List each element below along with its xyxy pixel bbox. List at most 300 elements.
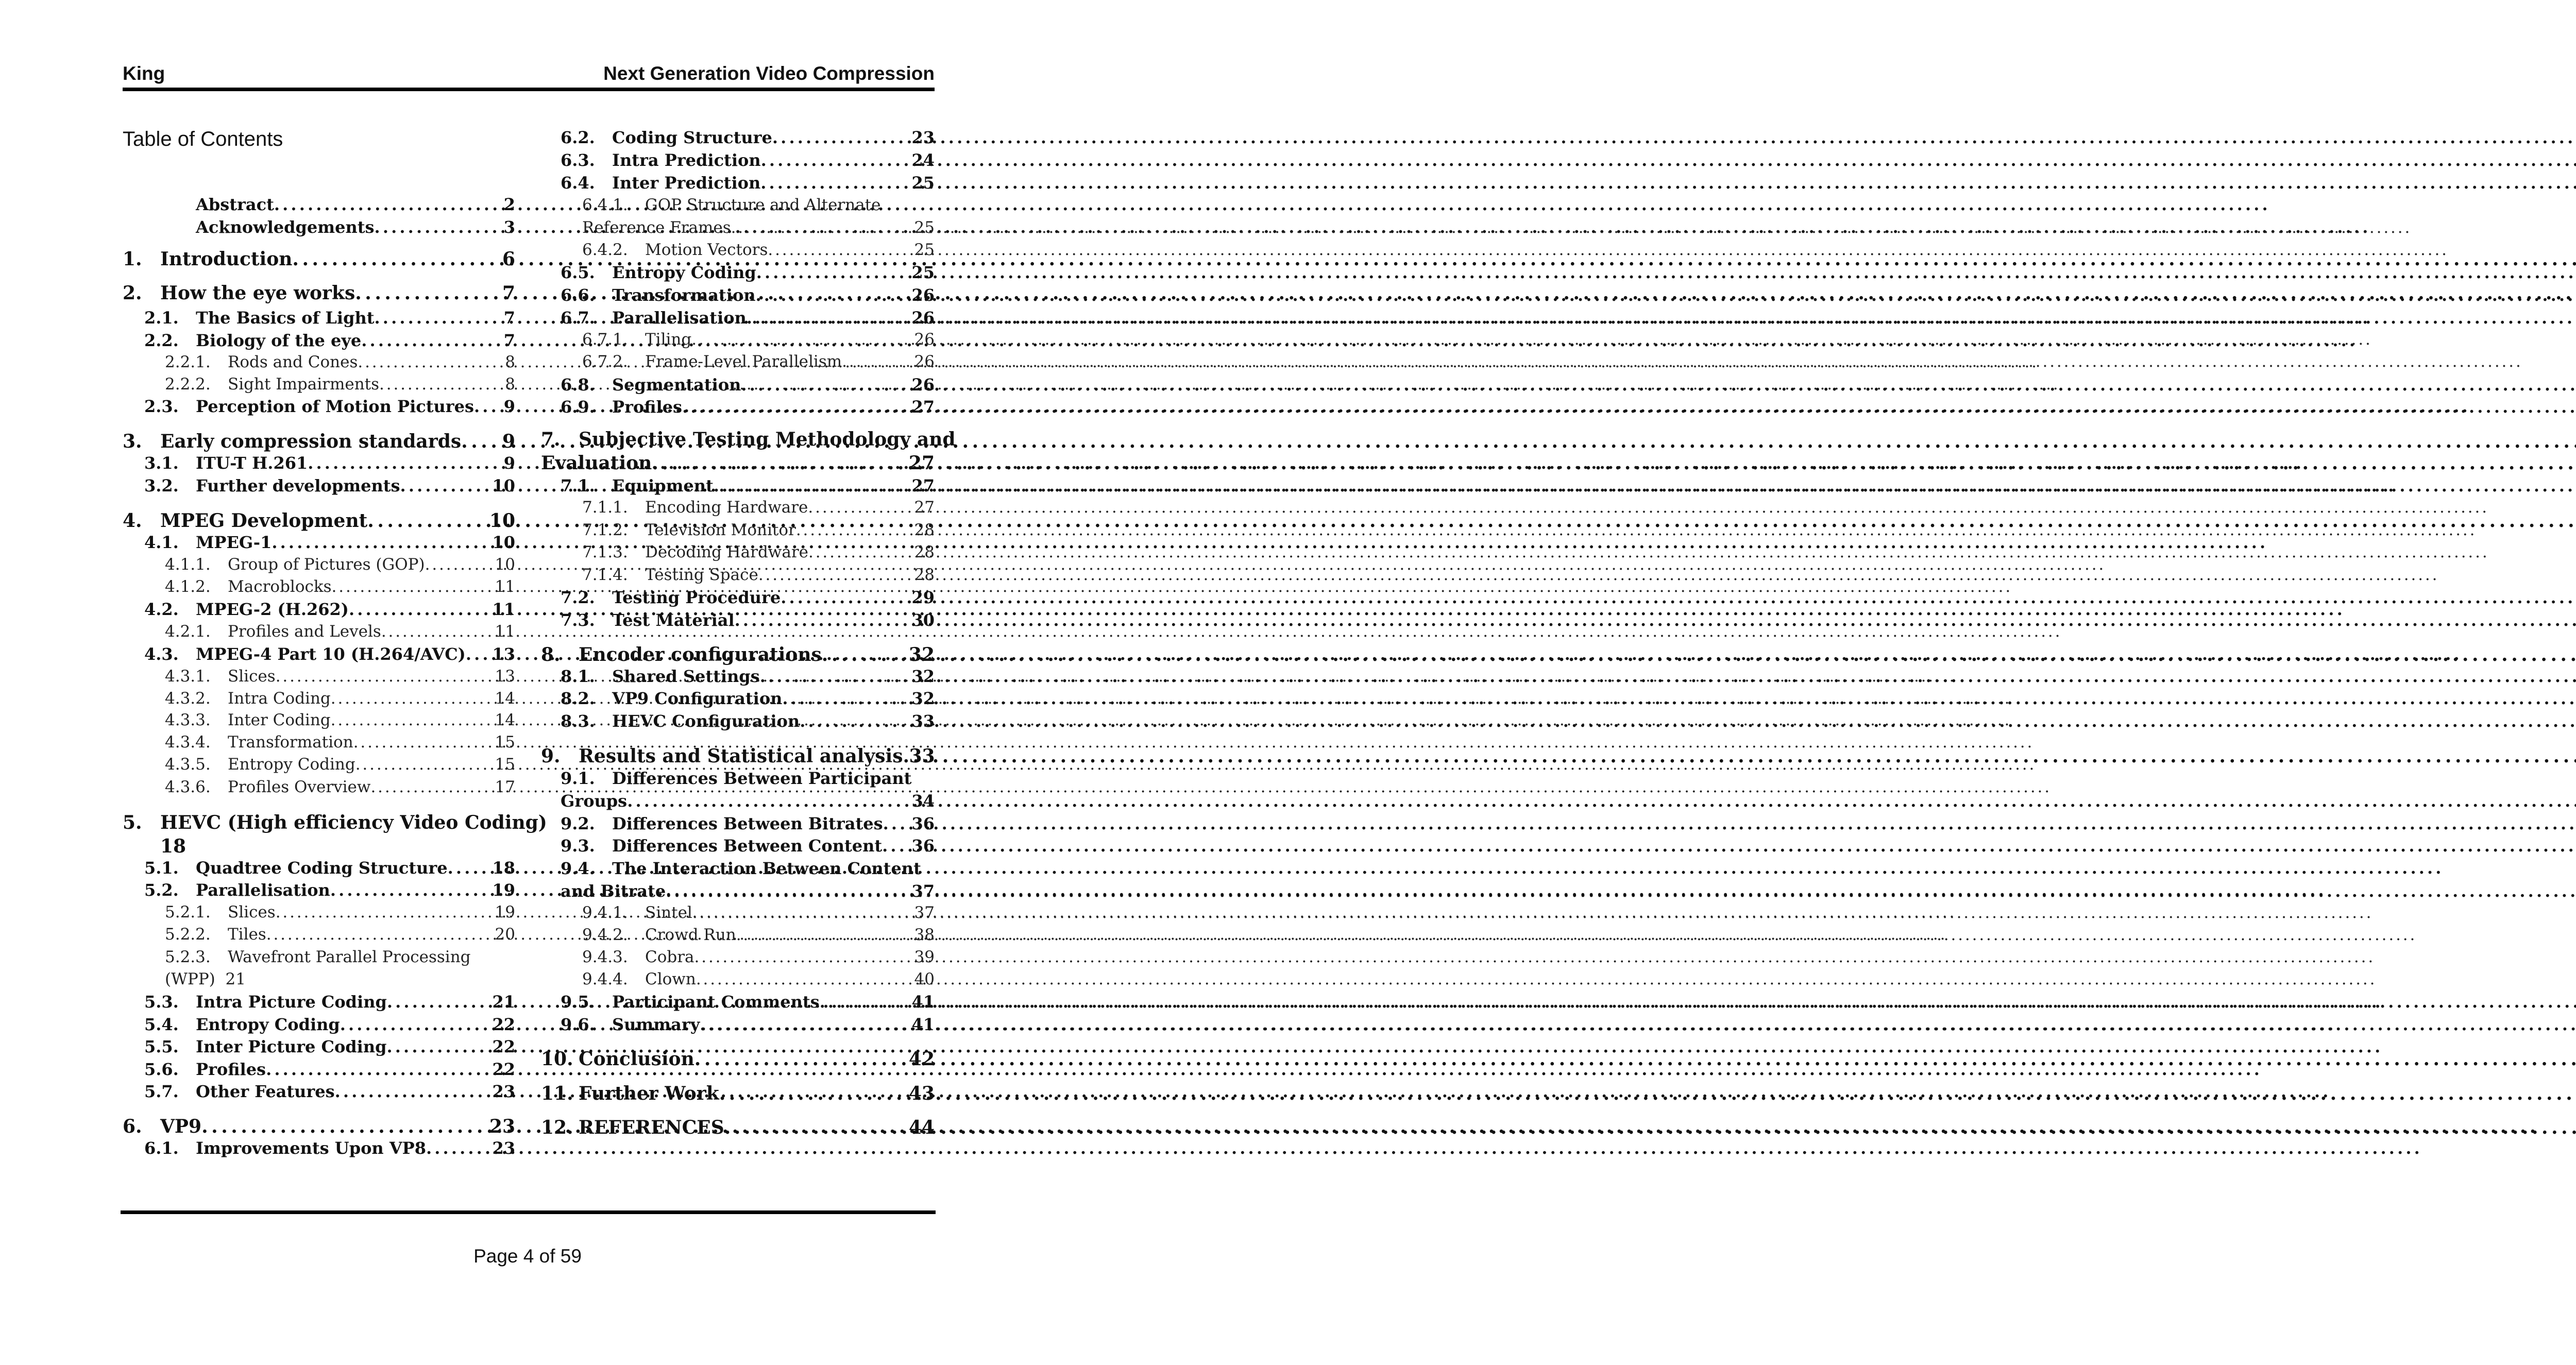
toc-entry-number: 6.7.2.: [582, 352, 628, 371]
toc-entry-number: 1.: [123, 248, 142, 270]
toc-subjective-title-cont: Evaluation: [541, 452, 652, 474]
toc-entry-title: Group of Pictures (GOP): [228, 555, 425, 574]
toc-entry-title: Improvements Upon VP8: [196, 1138, 426, 1158]
toc-entry[interactable]: [561, 375, 935, 395]
toc-entry-number: 5.5.: [144, 1037, 179, 1056]
toc-entry-page: 33: [911, 711, 935, 731]
toc-entry-number: 6.1.: [144, 1138, 179, 1158]
toc-entry-page: 26: [914, 352, 935, 371]
toc-gop-line2[interactable]: [582, 218, 935, 237]
toc-leader-dots: [652, 452, 908, 474]
toc-leader-dots: [714, 476, 911, 496]
toc-entry-title: Results and Statistical analysis: [579, 745, 903, 767]
toc-entry-title: Macroblocks: [228, 577, 332, 596]
toc-entry[interactable]: [123, 510, 515, 532]
toc-entry-number: 5.2.2.: [165, 925, 211, 944]
toc-entry-title: Profiles: [196, 1060, 266, 1079]
toc-entry-page: 33: [909, 745, 935, 767]
toc-leader-dots: [386, 1037, 491, 1056]
toc-leader-dots: [274, 195, 503, 214]
toc-entry[interactable]: [144, 331, 515, 350]
toc-entry-title: Sight Impairments: [228, 375, 380, 394]
toc-entry-page: 20: [495, 925, 515, 944]
toc-entry[interactable]: [561, 588, 935, 607]
toc-entry-title: Shared Settings: [612, 667, 760, 686]
toc-entry-title: ITU-T H.261: [196, 453, 308, 473]
toc-entry-page: 27: [911, 397, 935, 417]
toc-entry[interactable]: [144, 217, 515, 237]
toc-entry-page: 22: [492, 1015, 515, 1034]
toc-entry[interactable]: [165, 667, 515, 686]
toc-entry-number: 4.2.: [144, 600, 179, 619]
toc-entry[interactable]: [561, 150, 935, 170]
toc-leader-dots: [755, 285, 910, 305]
toc-entry[interactable]: [582, 970, 935, 988]
toc-leader-dots: [272, 533, 491, 552]
toc-entry-page: 11: [495, 577, 515, 596]
toc-leader-dots: [903, 745, 908, 767]
toc-entry-page: 38: [914, 926, 935, 944]
toc-leader-dots: [820, 992, 911, 1012]
toc-entry-number: 6.7.: [561, 308, 595, 328]
toc-entry-title: Tiling: [645, 330, 692, 349]
toc-entry[interactable]: [144, 1015, 515, 1034]
toc-entry-title: Motion Vectors: [645, 241, 768, 259]
toc-entry-number: 11.: [541, 1083, 573, 1104]
toc-entry[interactable]: [582, 330, 935, 349]
toc-groups-title: Differences Between Participant: [612, 769, 912, 788]
toc-entry-title: Intra Coding: [228, 689, 331, 708]
toc-entry-title: Differences Between Content: [612, 836, 883, 856]
toc-entry[interactable]: [165, 353, 515, 371]
toc-entry-title: Decoding Hardware: [645, 543, 809, 561]
toc-entry-page: 13: [492, 644, 515, 664]
toc-leader-dots: [332, 577, 494, 596]
toc-leader-dots: [266, 1060, 491, 1079]
toc-leader-dots: [758, 566, 913, 584]
toc-entry-title: How the eye works: [160, 282, 355, 304]
toc-entry-page: 8: [505, 375, 515, 394]
toc-entry[interactable]: [582, 948, 935, 966]
toc-entry[interactable]: [541, 644, 935, 666]
toc-entry[interactable]: [165, 622, 515, 641]
toc-interaction-title-cont: and Bitrate: [561, 881, 666, 901]
toc-leader-dots: [808, 498, 913, 517]
toc-entry-number: 7.2.: [561, 588, 595, 607]
toc-entry-number: 6.7.1.: [582, 330, 628, 349]
toc-entry-number: 9.5.: [561, 992, 595, 1012]
toc-entry-number: 5.2.1.: [165, 903, 211, 922]
toc-entry-number: 5.1.: [144, 858, 179, 878]
toc-entry-title: Equipment: [612, 476, 714, 496]
toc-entry[interactable]: [561, 285, 935, 305]
toc-entry-number: 9.3.: [561, 836, 595, 856]
toc-entry-title: MPEG-2 (H.262): [196, 600, 349, 619]
toc-entry-page: 10: [495, 555, 515, 574]
toc-entry-number: 4.3.: [144, 644, 179, 664]
toc-heading-hevc-page: 18: [160, 835, 187, 857]
toc-subjective-page: 27: [908, 452, 935, 474]
toc-entry-page: 14: [495, 711, 515, 729]
toc-entry[interactable]: [582, 543, 935, 561]
toc-entry[interactable]: [561, 836, 935, 856]
toc-leader-dots: [358, 353, 504, 371]
toc-entry[interactable]: [561, 711, 935, 731]
toc-entry[interactable]: [582, 498, 935, 517]
toc-groups-line1: [561, 769, 911, 788]
toc-entry-number: 4.: [123, 510, 142, 532]
toc-entry-page: 11: [492, 600, 515, 619]
toc-entry[interactable]: [165, 711, 515, 729]
toc-entry-number: 9.4.4.: [582, 970, 628, 988]
toc-entry-number: 7.1.4.: [582, 566, 628, 584]
toc-entry[interactable]: [541, 745, 935, 767]
toc-entry-page: 17: [495, 778, 515, 796]
toc-entry-title: Clown: [645, 970, 696, 988]
toc-entry-number: 2.1.: [144, 308, 179, 328]
toc-entry-number: 2.2.2.: [165, 375, 211, 394]
toc-leader-dots: [367, 510, 488, 532]
toc-leader-dots: [375, 217, 503, 237]
toc-entry-number: 7.1.: [561, 476, 595, 496]
toc-entry-number: 2.2.: [144, 331, 179, 350]
toc-entry-page: 29: [911, 588, 935, 607]
toc-entry-number: 4.2.1.: [165, 622, 211, 641]
toc-leader-dots: [782, 689, 910, 708]
toc-leader-dots: [292, 248, 501, 270]
toc-entry-number: 4.1.: [144, 533, 179, 552]
toc-interaction-title: The Interaction Between Content: [612, 859, 921, 878]
toc-entry[interactable]: [165, 555, 515, 574]
toc-entry-page: 7: [503, 331, 515, 350]
toc-entry-number: 5.3.: [144, 992, 179, 1012]
toc-entry-title: Introduction: [160, 248, 293, 270]
toc-heading-hevc: [123, 812, 547, 833]
toc-entry[interactable]: [123, 431, 515, 452]
toc-entry-number: 4.3.3.: [165, 711, 211, 729]
toc-gop-page: 25: [914, 218, 935, 237]
toc-interaction-line2[interactable]: [561, 881, 935, 901]
toc-entry-title: REFERENCES: [579, 1117, 724, 1138]
toc-leader-dots: [266, 925, 494, 944]
toc-leader-dots: [276, 903, 494, 922]
toc-leader-dots: [682, 397, 910, 417]
toc-entry-number: 6.3.: [561, 150, 595, 170]
toc-leader-dots: [760, 173, 910, 193]
toc-entry-page: 23: [492, 1082, 515, 1101]
toc-entry[interactable]: [144, 880, 515, 900]
toc-entry-number: 7.3.: [561, 610, 595, 630]
toc-entry[interactable]: [165, 755, 515, 774]
toc-entry-page: 44: [908, 1117, 935, 1138]
toc-entry-title: Rods and Cones: [228, 353, 358, 371]
toc-entry-title: VP9: [160, 1116, 202, 1137]
toc-leader-dots: [331, 711, 494, 729]
toc-wpp-line2: (WPP) 21: [165, 970, 246, 988]
toc-entry-number: 6.4.: [561, 173, 595, 193]
toc-entry-number: 6.5.: [561, 263, 595, 282]
toc-entry[interactable]: [144, 600, 515, 619]
toc-entry[interactable]: [582, 566, 935, 584]
toc-entry-page: 22: [492, 1060, 515, 1079]
toc-leader-dots: [448, 858, 492, 878]
toc-leader-dots: [691, 330, 913, 349]
toc-wpp-line1: [165, 948, 471, 966]
toc-entry-number: 6.9.: [561, 397, 595, 417]
toc-groups-title-cont: Groups: [561, 791, 628, 811]
toc-groups-page: 34: [911, 791, 935, 811]
toc-entry[interactable]: [144, 453, 515, 473]
toc-entry-title: MPEG-1: [196, 533, 272, 552]
toc-entry[interactable]: [561, 476, 935, 496]
toc-entry-title: Further Work: [579, 1083, 719, 1104]
toc-entry-title: Testing Space: [645, 566, 758, 584]
toc-entry-number: 7.1.2.: [582, 521, 628, 539]
toc-entry-number: 9.4.3.: [582, 948, 628, 966]
toc-entry[interactable]: [561, 128, 935, 147]
toc-entry-title: Encoding Hardware: [645, 498, 808, 517]
toc-entry-title: Transformation: [612, 285, 756, 305]
toc-entry-number: 5.2.: [144, 880, 179, 900]
toc-entry-title: The Basics of Light: [196, 308, 375, 328]
toc-entry[interactable]: [561, 173, 935, 193]
toc-leader-dots: [276, 667, 494, 686]
toc-entry-title: Profiles: [612, 397, 683, 417]
toc-entry[interactable]: [541, 1083, 935, 1104]
toc-entry-page: 2: [503, 195, 515, 214]
toc-entry-number: 8.1.: [561, 667, 595, 686]
toc-leader-dots: [808, 543, 913, 561]
toc-entry[interactable]: [165, 689, 515, 708]
toc-leader-dots: [756, 263, 911, 282]
toc-entry-page: 11: [495, 622, 515, 641]
toc-entry-page: 39: [914, 948, 935, 966]
toc-entry-number: 5.4.: [144, 1015, 179, 1034]
toc-leader-dots: [627, 791, 910, 811]
toc-interaction-page: 37: [911, 881, 935, 901]
toc-entry-title: Inter Coding: [228, 711, 331, 729]
toc-entry[interactable]: [144, 1037, 515, 1056]
toc-gop-title-cont: Reference Frames: [582, 218, 731, 237]
toc-entry-page: 28: [914, 543, 935, 561]
toc-entry[interactable]: [144, 644, 515, 664]
toc-entry[interactable]: [165, 778, 515, 796]
toc-leader-dots: [736, 926, 913, 944]
toc-entry[interactable]: [582, 241, 935, 259]
toc-entry-title: MPEG-4 Part 10 (H.264/AVC): [196, 644, 466, 664]
toc-entry-number: 6.4.2.: [582, 241, 628, 259]
toc-heading-hevc-number: 5.: [123, 812, 142, 833]
toc-entry[interactable]: [561, 263, 935, 282]
toc-entry-title: Biology of the eye: [196, 331, 362, 350]
toc-entry-title: Parallelisation: [612, 308, 747, 328]
toc-entry-number: 4.3.5.: [165, 755, 211, 774]
toc-entry-page: 9: [503, 397, 515, 416]
toc-entry-page: 9: [502, 431, 515, 452]
toc-entry-number: 6.8.: [561, 375, 595, 395]
toc-entry-title: Coding Structure: [612, 128, 772, 147]
toc-entry-page: 37: [914, 903, 935, 922]
toc-entry-title: Slices: [228, 903, 276, 922]
toc-entry[interactable]: [144, 1060, 515, 1079]
toc-leader-dots: [822, 644, 908, 666]
toc-entry-page: 6: [502, 248, 515, 270]
toc-entry[interactable]: [582, 926, 935, 944]
toc-entry-page: 21: [492, 992, 515, 1012]
toc-entry[interactable]: [561, 397, 935, 417]
toc-leader-dots: [474, 397, 503, 416]
toc-entry-title: Entropy Coding: [612, 263, 756, 282]
toc-entry-number: 5.7.: [144, 1082, 179, 1101]
header-author: King: [123, 63, 165, 84]
toc-entry[interactable]: [144, 195, 515, 214]
page-number: Page 4 of 59: [473, 1245, 582, 1267]
toc-leader-dots: [379, 375, 504, 394]
toc-entry[interactable]: [541, 1048, 935, 1070]
footer-rule: [121, 1210, 936, 1214]
toc-entry[interactable]: [561, 1015, 935, 1034]
toc-entry[interactable]: [144, 1138, 515, 1158]
toc-entry-title: Early compression standards: [160, 431, 462, 452]
toc-entry-title: VP9 Configuration: [612, 689, 783, 708]
toc-entry-number: 3.: [123, 431, 142, 452]
toc-subjective-line1: [541, 429, 956, 450]
toc-leader-dots: [361, 331, 502, 350]
toc-leader-dots: [696, 970, 913, 988]
toc-entry-number: 9.2.: [561, 814, 595, 833]
toc-entry[interactable]: [541, 1117, 935, 1138]
toc-interaction-line1: [561, 859, 921, 878]
toc-entry-page: 32: [911, 667, 935, 686]
toc-entry[interactable]: [561, 992, 935, 1012]
toc-entry-page: 23: [492, 1138, 515, 1158]
toc-entry-page: 13: [495, 667, 515, 686]
toc-entry[interactable]: [144, 308, 515, 328]
toc-leader-dots: [883, 814, 911, 833]
toc-entry[interactable]: [165, 733, 515, 752]
toc-entry-page: 32: [911, 689, 935, 708]
toc-leader-dots: [400, 476, 492, 496]
toc-leader-dots: [796, 521, 913, 539]
toc-entry-page: 25: [911, 263, 935, 282]
toc-leader-dots: [694, 948, 913, 966]
toc-entry[interactable]: [144, 1082, 515, 1101]
toc-entry-title: Perception of Motion Pictures: [196, 397, 474, 416]
toc-entry[interactable]: [561, 689, 935, 708]
toc-entry-number: 9.6.: [561, 1015, 595, 1034]
toc-leader-dots: [381, 622, 494, 641]
toc-leader-dots: [747, 308, 911, 328]
toc-entry-page: 10: [492, 476, 515, 496]
toc-entry-page: 7: [502, 282, 515, 304]
toc-entry-page: 18: [492, 858, 515, 878]
toc-leader-dots: [387, 992, 492, 1012]
toc-entry-title: Encoder configurations: [579, 644, 822, 666]
toc-entry[interactable]: [144, 533, 515, 552]
toc-leader-dots: [760, 667, 911, 686]
toc-entry-page: 25: [911, 173, 935, 193]
toc-entry-title: Frame-Level Parallelism: [645, 352, 842, 371]
toc-leader-dots: [692, 903, 913, 922]
toc-entry[interactable]: [165, 577, 515, 596]
toc-entry[interactable]: [123, 1116, 515, 1137]
toc-wpp-title: Wavefront Parallel Processing: [228, 948, 471, 966]
toc-gop-line1: [582, 196, 881, 214]
toc-wpp-number: 5.2.3.: [165, 948, 211, 966]
toc-entry-title: MPEG Development: [160, 510, 368, 532]
toc-entry[interactable]: [165, 925, 515, 944]
toc-entry-title: Segmentation: [612, 375, 741, 395]
toc-entry-page: 28: [914, 521, 935, 539]
toc-entry[interactable]: [561, 667, 935, 686]
header-title: Next Generation Video Compression: [603, 63, 935, 84]
toc-entry-page: 43: [908, 1083, 935, 1104]
toc-leader-dots: [842, 352, 913, 371]
toc-entry-page: 19: [492, 880, 515, 900]
toc-leader-dots: [761, 150, 911, 170]
toc-leader-dots: [426, 1138, 492, 1158]
toc-entry-number: 9.4.1.: [582, 903, 628, 922]
toc-entry-number: 9.: [541, 745, 561, 767]
toc-entry-page: 23: [911, 128, 935, 147]
toc-entry-page: 25: [914, 241, 935, 259]
toc-leader-dots: [335, 1082, 492, 1101]
toc-entry-page: 30: [911, 610, 935, 630]
toc-leader-dots: [719, 1083, 908, 1104]
toc-entry[interactable]: [582, 352, 935, 371]
toc-leader-dots: [201, 1116, 488, 1137]
toc-entry-page: 26: [911, 285, 935, 305]
toc-subjective-number: 7.: [541, 429, 561, 450]
toc-entry-title: Inter Prediction: [612, 173, 761, 193]
toc-entry-page: 7: [503, 308, 515, 328]
toc-entry[interactable]: [144, 397, 515, 416]
toc-entry-page: 22: [492, 1037, 515, 1056]
toc-entry[interactable]: [123, 282, 515, 304]
toc-entry-number: 9.4.2.: [582, 926, 628, 944]
toc-groups-line2[interactable]: [561, 791, 935, 811]
toc-entry-title: Acknowledgements: [196, 217, 375, 237]
toc-entry[interactable]: [561, 308, 935, 328]
toc-entry[interactable]: [582, 903, 935, 922]
toc-entry-page: 15: [495, 755, 515, 774]
toc-subjective-line2[interactable]: [541, 452, 935, 474]
toc-entry[interactable]: [582, 521, 935, 539]
toc-leader-dots: [355, 755, 494, 774]
toc-entry[interactable]: [144, 476, 515, 496]
toc-leader-dots: [724, 1117, 908, 1138]
toc-entry-title: HEVC Configuration: [612, 711, 800, 731]
toc-leader-dots: [882, 836, 910, 856]
toc-entry[interactable]: [123, 248, 515, 270]
toc-entry[interactable]: [165, 375, 515, 394]
toc-entry-page: 42: [908, 1048, 935, 1070]
toc-entry-number: 3.1.: [144, 453, 179, 473]
toc-entry[interactable]: [144, 858, 515, 878]
toc-entry[interactable]: [561, 610, 935, 630]
toc-entry[interactable]: [144, 992, 515, 1012]
toc-leader-dots: [735, 610, 911, 630]
toc-leader-dots: [781, 588, 910, 607]
toc-leader-dots: [772, 128, 911, 147]
toc-entry-title: Test Material: [612, 610, 735, 630]
toc-entry-title: Entropy Coding: [228, 755, 355, 774]
toc-entry[interactable]: [165, 903, 515, 922]
toc-entry-page: 10: [489, 510, 515, 532]
toc-entry[interactable]: [561, 814, 935, 833]
toc-entry-title: Conclusion: [579, 1048, 694, 1070]
toc-entry-number: 4.3.1.: [165, 667, 211, 686]
